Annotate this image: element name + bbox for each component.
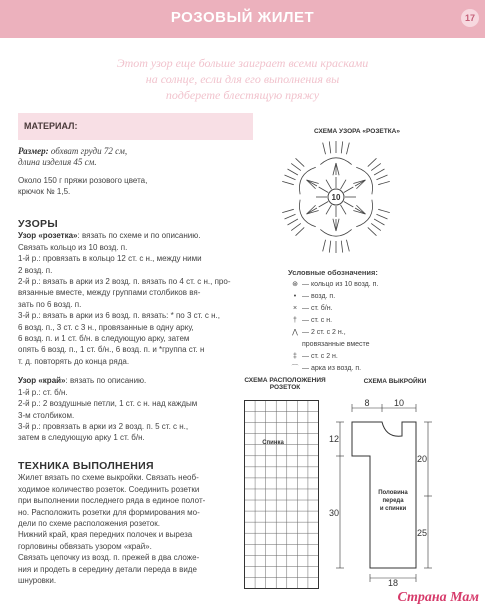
technique-section: ТЕХНИКА ВЫПОЛНЕНИЯ Жилет вязать по схеме выкройки. Связать необ- ходимое количество розеток. Соединить розетки при выполнении последнего ряда в единое полот- но. Расположить розетки для формирования мо- дели по схеме расположения розеток. Нижний край, края передних полочек и выреза горловины обвязать узором «край». Связать цепочку из возд. п. прежей в два сложе- ния и продеть в середину детали переда в виде шнуровки. [18, 461, 268, 586]
piece-label-line2: переда [382, 498, 404, 504]
material-details: Размер: обхват груди 72 см, длина изделия 45 см. Около 150 г пряжи розового цвета, крючок № 1,5. [18, 146, 148, 197]
material-label: МАТЕРИАЛ: [24, 121, 78, 131]
double-crochet-icon: † [293, 317, 297, 324]
legend-title: Условные обозначения: [288, 268, 378, 277]
material-bar [18, 113, 253, 140]
legend-item: × — ст. б/н. [288, 303, 378, 315]
page-number: 17 [461, 9, 479, 27]
intro-text: Этот узор еще больше заиграет всеми красками на солнце, если для его выполнения вы подберете блестящую пряжу [116, 56, 369, 102]
rosette-diagram [276, 138, 396, 256]
legend-item: † — ст. с н. [288, 315, 378, 327]
page-title: РОЗОВЫЙ ЖИЛЕТ [170, 9, 315, 26]
ring-symbol-icon: ⊛ [292, 281, 298, 288]
dim-bottom-width: 18 [387, 578, 399, 588]
technique-title: ТЕХНИКА ВЫПОЛНЕНИЯ [18, 460, 154, 472]
legend [288, 267, 378, 375]
decrease-icon: ⋀ [292, 329, 298, 336]
garment-pattern-diagram [326, 396, 436, 588]
layout-scheme-caption: СХЕМА РАСПОЛОЖЕНИЯ РОЗЕТОК [244, 377, 326, 391]
patterns-section: УЗОРЫ Узор «розетка»: вязать по схеме и по описанию. Связать кольцо из 10 возд. п. 1-й р.: провязать в кольцо 12 ст. с н., между ними 2 возд. п. 2-й р.: вязать в арки из 2 возд. п. вязать по 4 ст. с н., про- вязанные вместе, между группами столбиков вя- зать по 6 возд. п. 3-й р.: вязать в арки из 6 возд. п. вязать: * по 3 ст. с н., 6 возд. п., 3 ст. с 3 н., провязанные в одну арку, 6 возд. п. и 1 ст. б/н. в следующую арку, затем опять 6 возд. п., 1 ст. б/н., 6 возд. п. и *группа ст. н т. д. повторять до конца ряда. Узор «край»: вязать по описанию. 1-й р.: ст. б/н. 2-й р.: 2 воздушные петли, 1 ст. с н. над каждым 3-м столбиком. 3-й р.: провязать в арки из 2 возд. п. 5 ст. с н., затем в следующую арку 1 ст. б/н. [18, 219, 276, 444]
legend-item: ‡ — ст. с 2 н. [288, 351, 378, 363]
dim-upper-height: 20 [416, 454, 428, 464]
rosette-scheme-caption: СХЕМА УЗОРА «РОЗЕТКА» [314, 128, 400, 135]
piece-label-line3: и спинки [379, 506, 407, 512]
dim-side-length: 30 [328, 508, 340, 518]
chain-stitch-icon: • [293, 293, 297, 300]
legend-item: ⊛ — кольцо из 10 возд. п. [288, 279, 378, 291]
legend-item: ⋀ — 2 ст. с 2 н., [288, 327, 378, 339]
legend-item: ⌒ — арка из возд. п. [288, 363, 378, 375]
patterns-title: УЗОРЫ [18, 218, 58, 230]
pattern-scheme-caption: СХЕМА ВЫКРОЙКИ [363, 378, 427, 385]
dim-lower-height: 25 [416, 528, 428, 538]
legend-item: провязанные вместе [302, 341, 370, 348]
piece-label-line1: Половина [378, 490, 408, 496]
legend-item: • — возд. п. [288, 291, 378, 303]
rosette-center-number: 10 [331, 193, 341, 202]
watermark-logo: Страна Мам [397, 590, 479, 605]
dim-shoulder-width: 10 [393, 398, 405, 408]
dim-armhole-depth: 12 [328, 434, 340, 444]
page-header [0, 0, 485, 38]
arch-icon: ⌒ [291, 365, 299, 372]
treble-crochet-icon: ‡ [293, 353, 297, 360]
back-label: Спинка [262, 440, 284, 446]
single-crochet-icon: × [292, 305, 298, 312]
dim-neck-width: 8 [364, 398, 370, 408]
rosette-layout-diagram [244, 400, 330, 590]
